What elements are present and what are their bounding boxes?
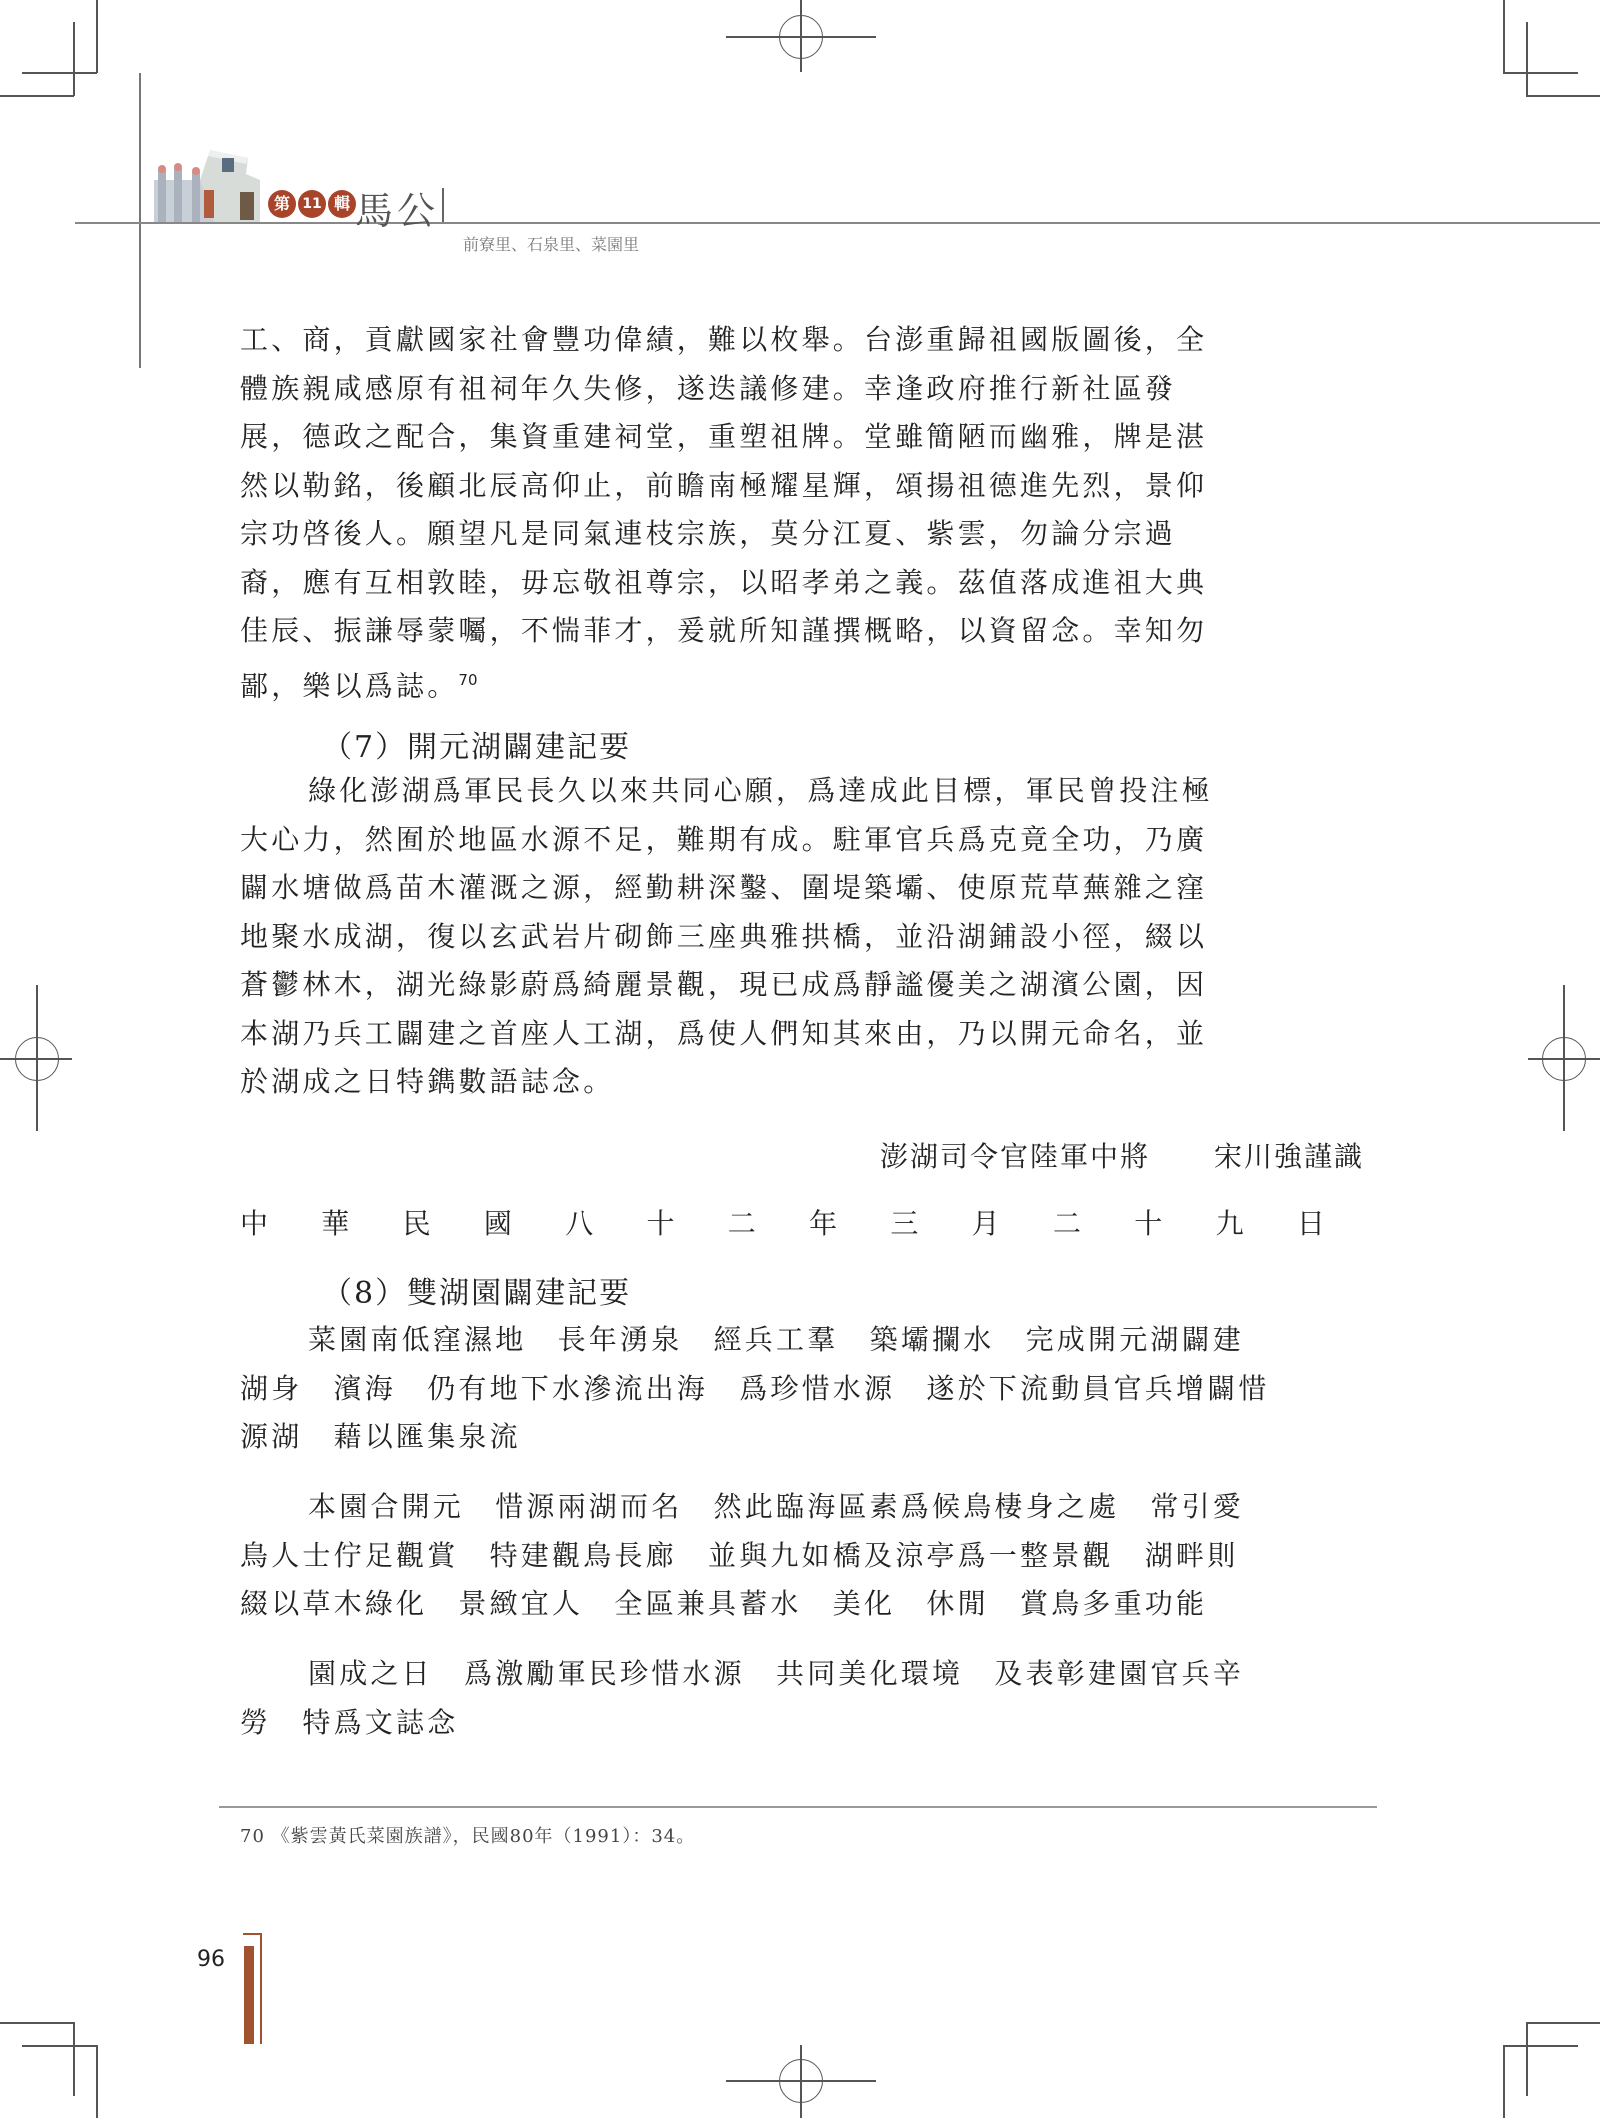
- text-line: 大心力，然囿於地區水源不足，難期有成。駐軍官兵爲克竟全功，乃廣: [240, 822, 1208, 856]
- crop-mark: [1503, 0, 1505, 73]
- date-char: 二: [727, 1207, 756, 1240]
- chapter-badge-prefix: 第: [268, 190, 296, 218]
- text-line: 闢水塘做爲苗木灌溉之源，經勤耕深鑿、圍堤築壩、使原荒草蕪雜之窪: [240, 871, 1208, 904]
- date-char: 十: [646, 1207, 675, 1240]
- signature-title: 澎湖司令官陸軍中將: [879, 1140, 1150, 1173]
- continued-paragraph: [240, 316, 1365, 710]
- date-char: 十: [1134, 1207, 1163, 1240]
- section-heading-8: （8）雙湖園闢建記要: [322, 1276, 632, 1311]
- date-char: 二: [1052, 1207, 1081, 1240]
- section8-paragraph-2: [240, 1483, 1365, 1629]
- date-char: 民: [402, 1207, 431, 1240]
- crop-mark: [1503, 72, 1578, 74]
- text-line: 展，德政之配合，集資重建祠堂，重塑祖牌。堂雖簡陋而幽雅，牌是湛: [240, 420, 1208, 453]
- footnote: 70 《紫雲黃氏菜園族譜》，民國80年（1991）：34。: [240, 1826, 696, 1847]
- text-line-last: [240, 656, 1365, 711]
- section8-paragraph-1: [240, 1316, 1365, 1462]
- footnote-rule: [219, 1806, 1377, 1808]
- section8-paragraph-3: [240, 1650, 1365, 1747]
- text-line: 宗功啓後人。願望凡是同氣連枝宗族，莫分江夏、紫雲，勿論分宗過: [240, 517, 1177, 550]
- crop-mark: [73, 22, 75, 96]
- crop-mark: [73, 2022, 75, 2096]
- text-line: 鳥人士佇足觀賞 特建觀鳥長廊 並與九如橋及涼亭爲一整景觀 湖畔則: [240, 1538, 1239, 1572]
- signature: [880, 1135, 1364, 1175]
- text-line: 湖身 濱海 仍有地下水滲流出海 爲珍惜水源 遂於下流動員官兵增闢惜: [240, 1371, 1270, 1405]
- text-line: 工、商，貢獻國家社會豐功偉績，難以枚舉。台澎重歸祖國版圖後，全: [240, 323, 1208, 356]
- date-char: 國: [483, 1207, 512, 1240]
- title-divider: [442, 188, 444, 222]
- text-line: 於湖成之日特鐫數語誌念。: [240, 1065, 615, 1098]
- text-line: 菜園南低窪濕地 長年湧泉 經兵工羣 築壩攔水 完成開元湖闢建: [308, 1323, 1245, 1356]
- crop-mark: [1503, 2045, 1505, 2118]
- text-line: 勞 特爲文誌念: [240, 1705, 459, 1739]
- text-line: 鄙，樂以爲誌。: [240, 668, 459, 702]
- section-heading-7: （7）開元湖闢建記要: [322, 730, 632, 765]
- text-line: 綴以草木綠化 景緻宜人 全區兼具蓄水 美化 休閒 賞鳥多重功能: [240, 1587, 1208, 1620]
- crop-mark: [1526, 95, 1600, 97]
- date-char: 八: [565, 1207, 594, 1240]
- inscription-date: [240, 1202, 1365, 1242]
- crop-mark: [96, 2045, 98, 2118]
- chapter-badge-number: 11: [298, 190, 326, 218]
- signature-name: 宋川強謹識: [1213, 1140, 1364, 1173]
- date-char: 日: [1296, 1207, 1325, 1240]
- date-char: 月: [971, 1207, 1000, 1240]
- header-horizontal-rule: [75, 222, 1600, 224]
- section7-paragraph: [240, 767, 1365, 1107]
- text-line: 本湖乃兵工闢建之首座人工湖，爲使人們知其來由，乃以開元命名，並: [240, 1016, 1208, 1050]
- date-char: 中: [240, 1207, 269, 1240]
- header-subtitle: 前寮里、石泉里、菜園里: [463, 235, 640, 254]
- text-line: 園成之日 爲激勵軍民珍惜水源 共同美化環境 及表彰建園官兵辛: [308, 1657, 1245, 1690]
- chapter-badge-suffix: 輯: [328, 190, 356, 218]
- gate-illustration: [148, 140, 268, 222]
- crop-mark: [1526, 22, 1528, 96]
- crop-mark: [22, 72, 97, 74]
- crop-mark: [1526, 2022, 1528, 2096]
- book-title: 馬公: [355, 189, 440, 233]
- crop-mark: [0, 2022, 74, 2024]
- crop-mark: [22, 2045, 97, 2047]
- text-line: 然以勒銘，後顧北辰高仰止，前瞻南極耀星輝，頌揚祖德進先烈，景仰: [240, 468, 1208, 502]
- text-line: 蒼鬱林木，湖光綠影蔚爲綺麗景觀，現已成爲靜謐優美之湖濱公園，因: [240, 968, 1208, 1001]
- date-char: 九: [1215, 1207, 1244, 1240]
- crop-mark: [1526, 2022, 1600, 2024]
- header-vertical-rule: [139, 73, 141, 368]
- text-line: 裔，應有互相敦睦，毋忘敬祖尊宗，以昭孝弟之義。茲值落成進祖大典: [240, 565, 1208, 599]
- footnote-reference[interactable]: 70: [458, 670, 478, 689]
- text-line: 本園合開元 惜源兩湖而名 然此臨海區素爲候鳥棲身之處 常引愛: [308, 1490, 1245, 1523]
- date-char: 三: [890, 1207, 919, 1240]
- date-char: 年: [809, 1207, 838, 1240]
- text-line: 佳辰、振謙辱蒙囑，不惴菲才，爰就所知謹撰概略，以資留念。幸知勿: [240, 614, 1208, 647]
- crop-mark: [96, 0, 98, 73]
- text-line: 綠化澎湖爲軍民長久以來共同心願，爲達成此目標，軍民曾投注極: [308, 774, 1213, 807]
- text-line: 源湖 藉以匯集泉流: [240, 1420, 521, 1453]
- date-char: 華: [321, 1207, 350, 1240]
- crop-mark: [1503, 2045, 1578, 2047]
- text-line: 體族親咸感原有祖祠年久失修，遂迭議修建。幸逢政府推行新社區發: [240, 371, 1177, 405]
- text-line: 地聚水成湖，復以玄武岩片砌飾三座典雅拱橋，並沿湖鋪設小徑，綴以: [240, 919, 1208, 953]
- crop-mark: [0, 95, 74, 97]
- page-number: 96: [197, 1947, 225, 1972]
